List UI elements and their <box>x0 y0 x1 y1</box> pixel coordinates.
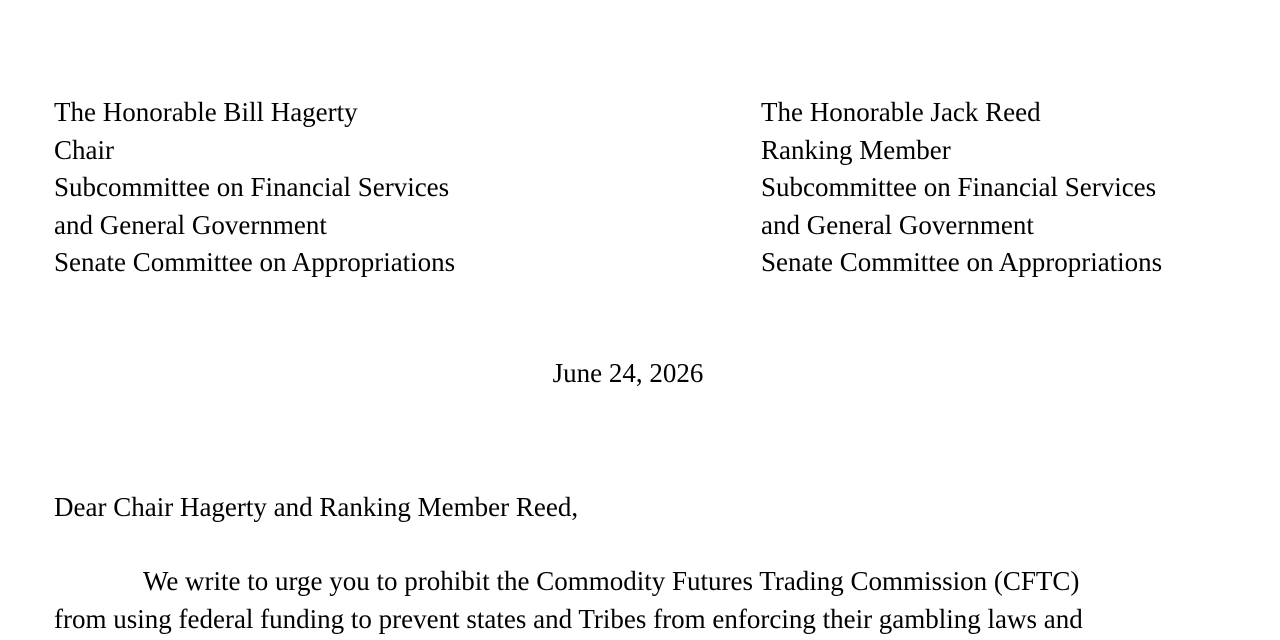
recipient-address-chair <box>54 94 455 282</box>
recipient-committee: Senate Committee on Appropriations <box>761 247 1163 277</box>
letter-salutation: Dear Chair Hagerty and Ranking Member Reed, <box>54 492 579 522</box>
body-paragraph-line: We write to urge you to prohibit the Commodity Futures Trading Commission (CFTC) <box>143 566 1080 596</box>
recipient-subcommittee-continued: and General Government <box>54 209 327 240</box>
recipient-title: Ranking Member <box>761 134 951 165</box>
recipient-title: Chair <box>54 134 114 165</box>
recipient-subcommittee-continued: and General Government <box>761 209 1034 240</box>
body-paragraph-line: from using federal funding to prevent states and Tribes from enforcing their gambling laws and <box>54 603 1083 634</box>
recipient-subcommittee: Subcommittee on Financial Services <box>54 172 450 202</box>
letter-date: June 24, 2026 <box>552 358 704 388</box>
recipient-address-ranking-member <box>761 94 1162 282</box>
recipient-name: The Honorable Jack Reed <box>761 97 1041 127</box>
letter-body <box>54 563 1234 638</box>
recipient-committee: Senate Committee on Appropriations <box>54 247 456 277</box>
recipient-name: The Honorable Bill Hagerty <box>54 97 358 127</box>
recipient-subcommittee: Subcommittee on Financial Services <box>761 172 1157 202</box>
